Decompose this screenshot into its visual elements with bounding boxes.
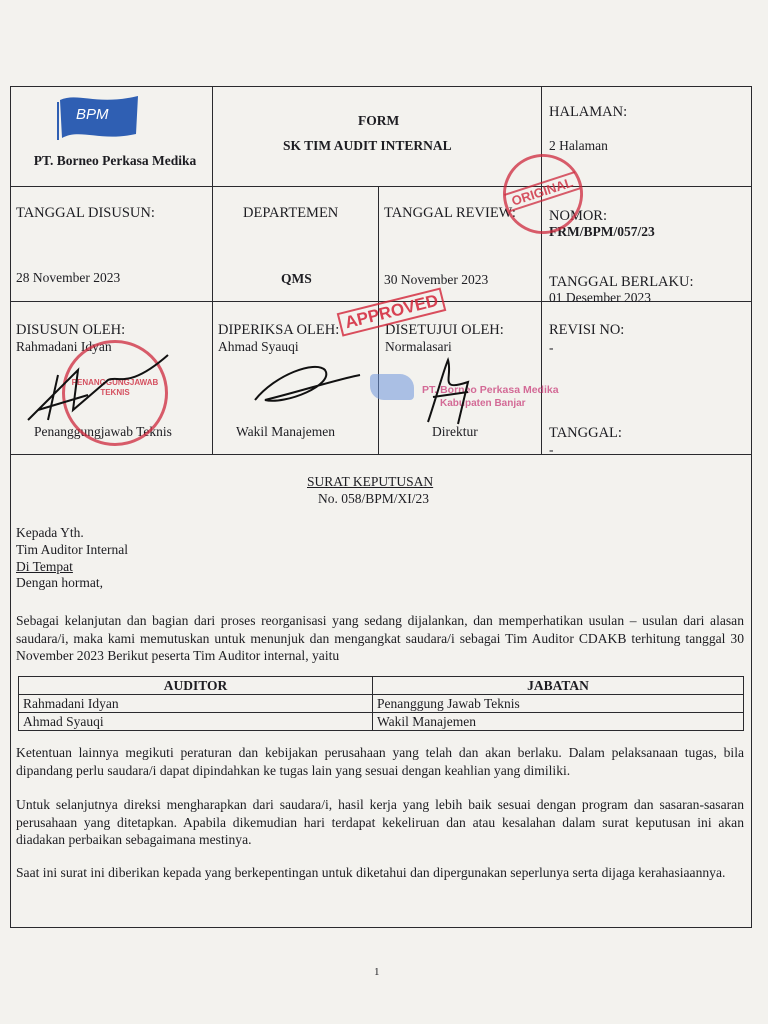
signature-direktur: [418, 352, 478, 427]
company-stamp-logo: [370, 374, 414, 400]
tanggal-berlaku-label: TANGGAL BERLAKU:: [549, 274, 694, 290]
original-stamp-text: ORIGINAL: [504, 171, 580, 212]
recipient-line2: Tim Auditor Internal: [16, 542, 129, 557]
tanggal-review-label: TANGGAL REVIEW:: [384, 205, 516, 221]
page-number: 1: [374, 966, 380, 978]
paragraph-1: Sebagai kelanjutan dan bagian dari proses reorganisasi yang sedang dijalankan, dan memperhatikan usulan – usulan dari alasan saudara/i, maka kami memutuskan untuk menunjuk dan mengangkat saudara/i sebagai Tim Auditor CDAKB terhitung tanggal 30 November 2023 Berikut peserta Tim Auditor internal, yaitu: [16, 613, 744, 664]
disusun-role: Penanggungjawab Teknis: [34, 424, 172, 439]
form-title: SK TIM AUDIT INTERNAL: [283, 138, 452, 153]
recipient-line1: Kepada Yth.: [16, 525, 84, 540]
form-label: FORM: [358, 113, 400, 128]
table-cell: Penanggung Jawab Teknis: [373, 695, 744, 713]
company-logo: [56, 92, 142, 142]
recipient-line3: Di Tempat: [16, 559, 73, 574]
tanggal-disusun-value: 28 November 2023: [16, 270, 121, 285]
disusun-label: DISUSUN OLEH:: [16, 322, 126, 338]
disetujui-label: DISETUJUI OLEH:: [385, 322, 504, 338]
letter-title: SURAT KEPUTUSAN: [307, 474, 434, 489]
table-header-auditor: AUDITOR: [19, 677, 373, 695]
letter-number: No. 058/BPM/XI/23: [318, 491, 430, 506]
revisi-label: REVISI NO:: [549, 322, 625, 338]
tanggal-review-value: 30 November 2023: [384, 272, 489, 287]
table-header-row: [19, 677, 744, 695]
revisi-value: -: [549, 340, 554, 355]
pj-stamp-line1: PENANGGUNGJAWAB: [71, 378, 159, 387]
paragraph-3: Untuk selanjutnya direksi mengharapkan dari saudara/i, hasil kerja yang lebih baik sesuai dengan program dan sasaran-sasaran perusahaan yang ditetapkan. Apabila dikemudian hari terdapat kekeliruan dan atau kesalahan dalam surat keputusan ini akan diadakan perbaikan sebagaimana mestinya.: [16, 797, 744, 848]
nomor-value: FRM/BPM/057/23: [549, 224, 655, 239]
grid-line: [10, 454, 752, 455]
table-cell: Ahmad Syauqi: [19, 713, 373, 731]
tanggal-berlaku-value: 01 Desember 2023: [549, 290, 651, 305]
greeting: Dengan hormat,: [16, 575, 103, 590]
signature-penanggungjawab: [18, 350, 178, 430]
departemen-label: DEPARTEMEN: [243, 205, 339, 221]
signature-wakil: [245, 355, 365, 410]
halaman-value: 2 Halaman: [549, 138, 608, 153]
diperiksa-role: Wakil Manajemen: [236, 424, 336, 439]
tanggal-label: TANGGAL:: [549, 425, 622, 441]
table-row: [19, 713, 744, 731]
paragraph-2: Ketentuan lainnya megikuti peraturan dan kebijakan perusahaan yang telah dan akan berlaku. Dalam pelaksanaan tugas, bila dipandang perlu saudara/i dapat dipindahkan ke tugas lain yang sesuai dengan keahlian yang dimiliki.: [16, 745, 744, 778]
company-name: PT. Borneo Perkasa Medika: [33, 153, 197, 168]
grid-line: [212, 86, 213, 454]
disusun-name: Rahmadani Idyan: [16, 339, 112, 354]
company-stamp-line2: Kabupaten Banjar: [440, 398, 526, 409]
logo-text: BPM: [76, 106, 109, 123]
pj-stamp-line2: TEKNIS: [100, 388, 130, 397]
table-cell: Wakil Manajemen: [373, 713, 744, 731]
diperiksa-label: DIPERIKSA OLEH:: [218, 322, 340, 338]
disetujui-role: Direktur: [432, 424, 478, 439]
table-cell: Rahmadani Idyan: [19, 695, 373, 713]
grid-line: [10, 186, 752, 187]
halaman-label: HALAMAN:: [549, 104, 628, 120]
auditor-table: [18, 676, 744, 731]
diperiksa-name: Ahmad Syauqi: [218, 339, 299, 354]
nomor-label: NOMOR:: [549, 208, 608, 224]
approved-stamp: APPROVED: [337, 287, 447, 336]
tanggal-value: -: [549, 442, 554, 457]
company-stamp-line1: PT. Borneo Perkasa Medika: [422, 384, 559, 396]
table-header-jabatan: JABATAN: [373, 677, 744, 695]
disetujui-name: Normalasari: [385, 339, 452, 354]
tanggal-disusun-label: TANGGAL DISUSUN:: [16, 205, 155, 221]
paragraph-4: Saat ini surat ini diberikan kepada yang berkepentingan untuk diketahui dan dipergunakan seperlunya serta dijaga kerahasiaannya.: [16, 865, 726, 880]
departemen-value: QMS: [281, 271, 312, 286]
table-row: [19, 695, 744, 713]
